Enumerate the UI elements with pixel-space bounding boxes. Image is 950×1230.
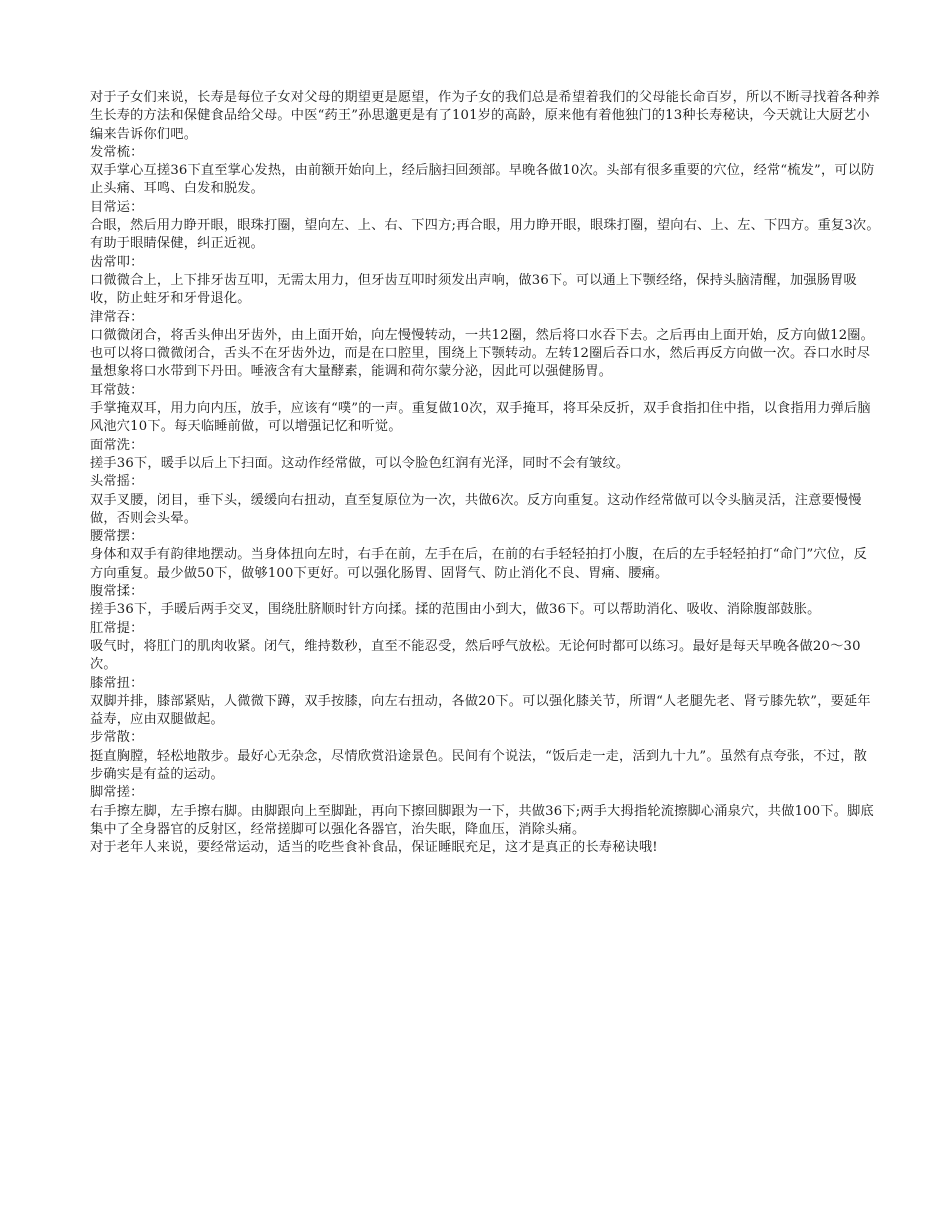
section-abdomen	[90, 583, 880, 620]
section-title: 步常散：	[90, 730, 144, 746]
section-text: 手掌掩双耳，用力向内压，放手，应该有“噗”的一声。重复做10次，双手掩耳，将耳朵反折，双手食指扣住中指，以食指用力弹后脑风池穴10下。每天临睡前做，可以增强记忆和听觉。	[90, 401, 871, 435]
section-text: 口微微闭合，将舌头伸出牙齿外，由上面开始，向左慢慢转动，一共12圈，然后将口水吞下去。之后再由上面开始，反方向做12圈。也可以将口微微闭合，舌头不在牙齿外边，而是在口腔里，围绕上下颚转动。左转12圈后吞口水，然后再反方向做一次。吞口水时尽量想象将口水带到下丹田。唾液含有大量酵素，能调和荷尔蒙分泌，因此可以强健肠胃。	[90, 327, 875, 380]
section-title: 面常洗：	[90, 437, 144, 453]
section-text: 挺直胸膛，轻松地散步。最好心无杂念，尽情欣赏沿途景色。民间有个说法，“饭后走一走，活到九十九”。虽然有点夸张，不过，散步确实是有益的运动。	[90, 748, 867, 782]
section-hair	[90, 144, 880, 199]
section-text: 双脚并排，膝部紧贴，人微微下蹲，双手按膝，向左右扭动，各做20下。可以强化膝关节，所谓“人老腿先老、肾亏膝先软”，要延年益寿，应由双腿做起。	[90, 693, 871, 728]
section-text: 合眼，然后用力睁开眼，眼珠打圈，望向左、上、右、下四方;再合眼，用力睁开眼，眼珠打圈，望向右、上、左、下四方。重复3次。有助于眼睛保健，纠正近视。	[90, 218, 880, 252]
section-head	[90, 473, 880, 528]
section-text: 搓手36下，暖手以后上下扫面。这动作经常做，可以令脸色红润有光泽，同时不会有皱纹。	[90, 455, 630, 471]
section-eyes	[90, 199, 880, 254]
section-face	[90, 437, 880, 474]
section-text: 双手掌心互搓36下直至掌心发热，由前额开始向上，经后脑扫回颈部。早晚各做10次。头部有很多重要的穴位，经常“梳发”，可以防止头痛、耳鸣、白发和脱发。	[90, 163, 875, 197]
section-feet	[90, 784, 880, 839]
section-title: 脚常搓：	[90, 785, 144, 801]
section-text: 吸气时，将肛门的肌肉收紧。闭气，维持数秒，直至不能忍受，然后呼气放松。无论何时都可以练习。最好是每天早晚各做20～30次。	[90, 638, 861, 673]
section-title: 发常梳：	[90, 144, 144, 160]
section-teeth	[90, 254, 880, 309]
section-title: 腹常揉：	[90, 584, 144, 600]
section-title: 耳常鼓：	[90, 382, 144, 398]
document-page	[90, 89, 880, 857]
section-walk	[90, 729, 880, 784]
section-title: 齿常叩：	[90, 254, 144, 270]
conclusion-paragraph: 对于老年人来说，要经常运动，适当的吃些食补食品，保证睡眠充足，这才是真正的长寿秘诀哦!	[90, 840, 658, 856]
section-waist	[90, 528, 880, 583]
section-text: 身体和双手有韵律地摆动。当身体扭向左时，右手在前，左手在后，在前的右手轻轻拍打小腹，在后的左手轻轻拍打“命门”穴位，反方向重复。最少做50下，做够100下更好。可以强化肠胃、固肾气、防止消化不良、胃痛、腰痛。	[90, 547, 867, 581]
section-text: 口微微合上，上下排牙齿互叩，无需太用力，但牙齿互叩时须发出声响，做36下。可以通上下颚经络，保持头脑清醒，加强肠胃吸收，防止蛀牙和牙骨退化。	[90, 272, 857, 307]
intro-paragraph: 对于子女们来说，长寿是每位子女对父母的期望更是愿望，作为子女的我们总是希望着我们的父母能长命百岁，所以不断寻找着各种养生长寿的方法和保健食品给父母。中医“药王”孙思邈更是有了101岁的高龄，原来他有着他独门的13种长寿秘诀，今天就让大厨艺小编来告诉你们吧。	[90, 90, 880, 142]
section-text: 搓手36下，手暖后两手交叉，围绕肚脐顺时针方向揉。揉的范围由小到大，做36下。可以帮助消化、吸收、消除腹部鼓胀。	[90, 602, 821, 618]
section-ears	[90, 382, 880, 437]
section-title: 肛常提：	[90, 620, 144, 636]
section-text: 右手擦左脚，左手擦右脚。由脚跟向上至脚趾，再向下擦回脚跟为一下，共做36下;两手大拇指轮流擦脚心涌泉穴，共做100下。脚底集中了全身器官的反射区，经常搓脚可以强化各器官，治失眠，降血压，消除头痛。	[90, 803, 874, 837]
section-knees	[90, 675, 880, 730]
section-text: 双手叉腰，闭目，垂下头，缓缓向右扭动，直至复原位为一次，共做6次。反方向重复。这动作经常做可以令头脑灵活，注意要慢慢做，否则会头晕。	[90, 492, 862, 526]
section-saliva	[90, 309, 880, 382]
section-title: 头常摇：	[90, 474, 144, 490]
section-title: 腰常摆：	[90, 529, 144, 545]
section-title: 津常吞：	[90, 309, 144, 325]
section-title: 目常运：	[90, 199, 144, 215]
section-title: 膝常扭：	[90, 675, 144, 691]
section-anus	[90, 620, 880, 675]
